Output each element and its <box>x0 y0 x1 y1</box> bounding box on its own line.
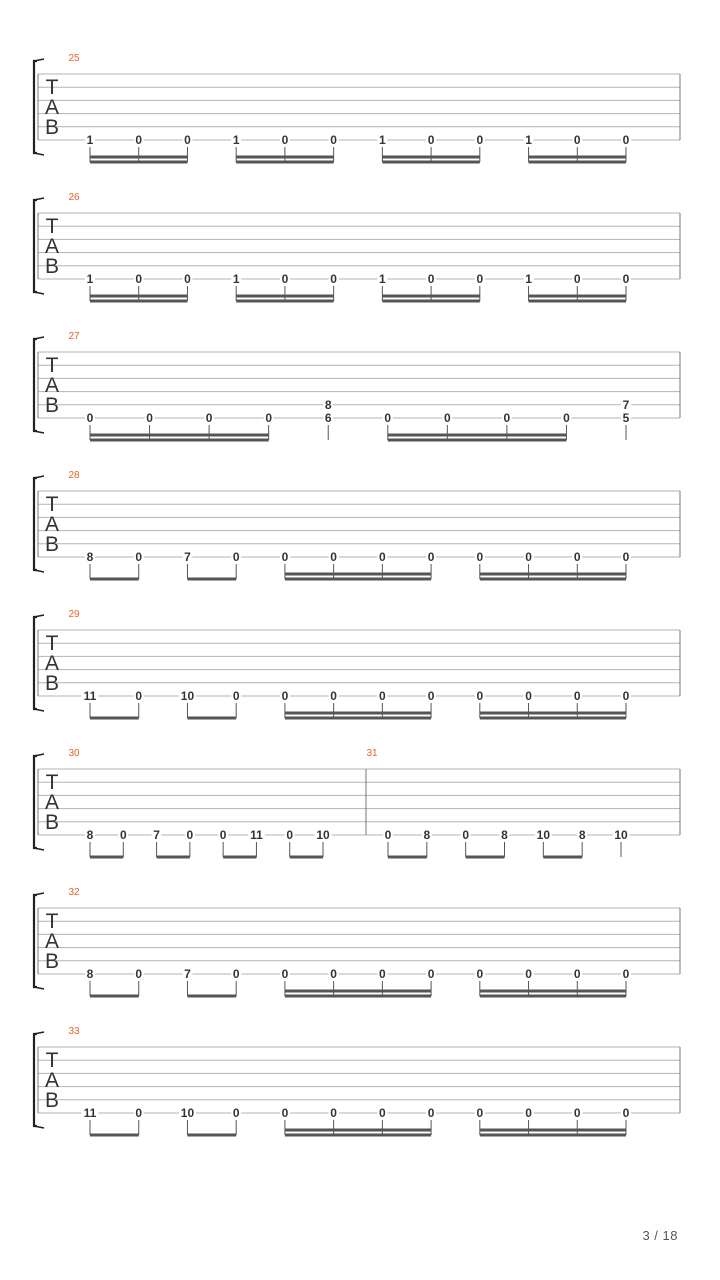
bracket-top-hook <box>34 59 44 61</box>
fret-number[interactable]: 0 <box>232 1106 240 1120</box>
note-beam <box>236 161 333 164</box>
bracket-bottom-hook <box>34 570 44 572</box>
tab-clef-letter: T <box>45 1049 59 1072</box>
note-beam <box>543 856 582 859</box>
fret-number[interactable]: 0 <box>476 1106 484 1120</box>
tab-system <box>34 53 680 164</box>
fret-number[interactable]: 8 <box>86 967 94 981</box>
note-beam <box>90 1134 139 1137</box>
fret-number[interactable]: 0 <box>281 133 289 147</box>
note-beam <box>480 717 626 720</box>
system-bracket <box>34 478 37 570</box>
note-beam <box>388 856 427 859</box>
note-beam <box>285 573 431 576</box>
fret-number[interactable]: 0 <box>119 828 127 842</box>
tab-clef-letter: B <box>44 255 60 278</box>
tab-clef-letter: A <box>44 374 60 397</box>
fret-number[interactable]: 0 <box>232 550 240 564</box>
tab-clef-letter: B <box>44 533 60 556</box>
bracket-bottom-hook <box>34 153 44 155</box>
fret-number[interactable]: 0 <box>443 411 451 425</box>
measure-number: 26 <box>68 192 80 203</box>
system-bracket <box>34 200 37 292</box>
fret-number[interactable]: 0 <box>281 967 289 981</box>
fret-number[interactable]: 7 <box>622 397 630 412</box>
fret-number[interactable]: 7 <box>153 828 160 842</box>
fret-number[interactable]: 0 <box>379 689 386 703</box>
fret-number[interactable]: 0 <box>135 272 143 286</box>
tab-clef-letter: A <box>44 930 60 953</box>
note-beam <box>529 295 626 298</box>
fret-number[interactable]: 11 <box>83 1106 97 1120</box>
fret-number[interactable]: 0 <box>330 550 337 564</box>
tab-clef-letter: T <box>45 771 59 794</box>
system-bracket <box>34 1034 37 1126</box>
fret-number[interactable]: 0 <box>476 272 484 286</box>
tab-clef-letter: T <box>45 632 59 655</box>
fret-number[interactable]: 0 <box>86 411 94 425</box>
bracket-top-hook <box>34 893 44 895</box>
fret-number[interactable]: 0 <box>563 411 570 425</box>
fret-number[interactable]: 8 <box>86 550 94 564</box>
note-beam <box>90 439 269 442</box>
note-beam <box>480 712 626 715</box>
fret-number[interactable]: 0 <box>281 272 289 286</box>
fret-number[interactable]: 0 <box>379 550 386 564</box>
note-beam <box>187 578 236 581</box>
tab-clef-letter: T <box>45 76 59 99</box>
fret-number[interactable]: 0 <box>476 133 484 147</box>
system-bracket <box>34 895 37 987</box>
note-beam <box>90 300 187 303</box>
note-beam <box>157 856 190 859</box>
note-beam <box>290 856 323 859</box>
fret-number[interactable]: 8 <box>324 397 332 412</box>
fret-number[interactable]: 0 <box>525 967 532 981</box>
measure-number: 28 <box>68 470 80 481</box>
note-beam <box>236 300 333 303</box>
fret-number[interactable]: 0 <box>622 272 630 286</box>
note-beam <box>480 990 626 993</box>
note-beam <box>187 995 236 998</box>
fret-number[interactable]: 0 <box>184 133 191 147</box>
note-beam <box>90 717 139 720</box>
fret-number[interactable]: 10 <box>536 828 551 842</box>
fret-number[interactable]: 0 <box>622 967 630 981</box>
note-beam <box>285 717 431 720</box>
tab-clef-letter: T <box>45 215 59 238</box>
fret-number[interactable]: 1 <box>86 272 94 286</box>
note-beam <box>480 578 626 581</box>
note-beam <box>466 856 505 859</box>
fret-number[interactable]: 0 <box>281 550 289 564</box>
fret-number[interactable]: 0 <box>135 1106 143 1120</box>
bracket-bottom-hook <box>34 709 44 711</box>
note-beam <box>236 295 333 298</box>
fret-number[interactable]: 8 <box>86 828 94 842</box>
fret-number[interactable]: 0 <box>232 967 240 981</box>
fret-number[interactable]: 0 <box>427 967 435 981</box>
fret-number[interactable]: 1 <box>525 133 532 147</box>
note-beam <box>90 995 139 998</box>
note-beam <box>382 161 479 164</box>
measure-number: 31 <box>366 748 378 759</box>
tab-system <box>34 470 680 581</box>
fret-number[interactable]: 0 <box>622 550 630 564</box>
fret-number[interactable]: 0 <box>146 411 153 425</box>
fret-number[interactable]: 11 <box>250 828 263 842</box>
fret-number[interactable]: 0 <box>186 828 194 842</box>
note-beam <box>90 295 187 298</box>
note-beam <box>236 156 333 159</box>
tab-clef-letter: T <box>45 493 59 516</box>
fret-number[interactable]: 0 <box>622 689 630 703</box>
measure-number: 27 <box>68 331 80 342</box>
fret-number[interactable]: 0 <box>525 689 532 703</box>
note-beam <box>529 161 626 164</box>
tab-system <box>34 748 680 859</box>
fret-number[interactable]: 0 <box>573 133 581 147</box>
fret-number[interactable]: 0 <box>573 967 581 981</box>
fret-number[interactable]: 8 <box>423 828 431 842</box>
tab-system <box>34 1026 680 1137</box>
bracket-top-hook <box>34 476 44 478</box>
fret-number[interactable]: 1 <box>86 133 94 147</box>
note-beam <box>285 1134 431 1137</box>
fret-number[interactable]: 0 <box>384 828 392 842</box>
note-beam <box>388 439 567 442</box>
fret-number[interactable]: 0 <box>232 689 240 703</box>
fret-number[interactable]: 0 <box>205 411 213 425</box>
measure-number: 32 <box>68 887 80 898</box>
fret-number[interactable]: 0 <box>219 828 227 842</box>
fret-number[interactable]: 0 <box>427 689 435 703</box>
fret-number[interactable]: 0 <box>622 133 630 147</box>
fret-number[interactable]: 7 <box>184 550 191 564</box>
note-beam <box>90 434 269 437</box>
fret-number[interactable]: 0 <box>330 133 337 147</box>
bracket-bottom-hook <box>34 292 44 294</box>
note-beam <box>187 717 236 720</box>
note-beam <box>382 295 479 298</box>
fret-number[interactable]: 0 <box>281 689 289 703</box>
note-beam <box>285 578 431 581</box>
note-beam <box>480 1129 626 1132</box>
fret-number[interactable]: 0 <box>265 411 273 425</box>
note-beam <box>90 161 187 164</box>
bracket-top-hook <box>34 337 44 339</box>
tab-clef-letter: A <box>44 513 60 536</box>
fret-number[interactable]: 0 <box>503 411 511 425</box>
note-beam <box>480 1134 626 1137</box>
bracket-top-hook <box>34 615 44 617</box>
fret-number[interactable]: 8 <box>578 828 586 842</box>
page-number: 3 / 18 <box>642 1228 678 1243</box>
fret-number[interactable]: 0 <box>281 1106 289 1120</box>
fret-number[interactable]: 0 <box>330 272 337 286</box>
tab-clef-letter: T <box>45 910 59 933</box>
fret-number[interactable]: 0 <box>135 550 143 564</box>
system-bracket <box>34 61 37 153</box>
fret-number[interactable]: 0 <box>135 967 143 981</box>
fret-number[interactable]: 1 <box>232 272 240 286</box>
fret-number[interactable]: 8 <box>501 828 508 842</box>
note-beam <box>480 995 626 998</box>
bracket-top-hook <box>34 754 44 756</box>
fret-number[interactable]: 0 <box>330 967 337 981</box>
note-beam <box>480 573 626 576</box>
fret-number[interactable]: 0 <box>379 1106 386 1120</box>
tab-clef-letter: A <box>44 96 60 119</box>
fret-number[interactable]: 0 <box>525 1106 532 1120</box>
note-beam <box>388 434 567 437</box>
fret-number[interactable]: 0 <box>330 689 337 703</box>
fret-number[interactable]: 0 <box>135 689 143 703</box>
bracket-top-hook <box>34 198 44 200</box>
note-beam <box>529 300 626 303</box>
fret-number[interactable]: 0 <box>427 1106 435 1120</box>
tab-clef-letter: A <box>44 1069 60 1092</box>
fret-number[interactable]: 0 <box>462 828 470 842</box>
fret-number[interactable]: 0 <box>573 550 581 564</box>
bracket-bottom-hook <box>34 987 44 989</box>
tab-clef-letter: B <box>44 394 60 417</box>
tab-clef-letter: A <box>44 652 60 675</box>
measure-number: 33 <box>68 1026 80 1037</box>
fret-number[interactable]: 10 <box>316 828 330 842</box>
fret-number[interactable]: 0 <box>573 689 581 703</box>
fret-number[interactable]: 0 <box>184 272 191 286</box>
fret-number[interactable]: 0 <box>427 272 435 286</box>
system-bracket <box>34 617 37 709</box>
fret-number[interactable]: 0 <box>286 828 294 842</box>
fret-number[interactable]: 1 <box>525 272 532 286</box>
fret-number[interactable]: 0 <box>135 133 143 147</box>
note-beam <box>187 1134 236 1137</box>
tab-clef-letter: B <box>44 1089 60 1112</box>
fret-number[interactable]: 0 <box>330 1106 337 1120</box>
fret-number[interactable]: 0 <box>379 967 386 981</box>
fret-number[interactable]: 11 <box>83 689 97 703</box>
fret-number[interactable]: 0 <box>427 133 435 147</box>
fret-number[interactable]: 0 <box>573 1106 581 1120</box>
fret-number[interactable]: 10 <box>614 828 628 842</box>
note-beam <box>382 300 479 303</box>
fret-number[interactable]: 0 <box>476 550 484 564</box>
fret-number[interactable]: 5 <box>622 411 630 425</box>
fret-number[interactable]: 0 <box>476 689 484 703</box>
measure-number: 30 <box>68 748 80 759</box>
fret-number[interactable]: 1 <box>379 133 386 147</box>
tab-clef-letter: A <box>44 791 60 814</box>
measure-number: 29 <box>68 609 80 620</box>
note-beam <box>223 856 256 859</box>
tab-system <box>34 192 680 303</box>
tab-system <box>34 609 680 720</box>
fret-number[interactable]: 6 <box>324 411 332 425</box>
tab-clef-letter: B <box>44 811 60 834</box>
note-beam <box>285 995 431 998</box>
tab-clef-letter: T <box>45 354 59 377</box>
fret-number[interactable]: 0 <box>427 550 435 564</box>
measure-number: 25 <box>68 53 80 64</box>
fret-number[interactable]: 10 <box>180 689 195 703</box>
note-beam <box>529 156 626 159</box>
tab-clef-letter: B <box>44 950 60 973</box>
tab-system <box>34 887 680 998</box>
fret-number[interactable]: 0 <box>384 411 392 425</box>
fret-number[interactable]: 7 <box>184 967 191 981</box>
fret-number[interactable]: 1 <box>379 272 386 286</box>
bracket-bottom-hook <box>34 848 44 850</box>
note-beam <box>285 990 431 993</box>
note-beam <box>90 578 139 581</box>
tab-clef-letter: A <box>44 235 60 258</box>
fret-number[interactable]: 0 <box>476 967 484 981</box>
bracket-bottom-hook <box>34 431 44 433</box>
note-beam <box>285 1129 431 1132</box>
tab-system <box>34 331 680 442</box>
tab-clef-letter: B <box>44 116 60 139</box>
bracket-top-hook <box>34 1032 44 1034</box>
system-bracket <box>34 756 37 848</box>
fret-number[interactable]: 1 <box>232 133 240 147</box>
system-bracket <box>34 339 37 431</box>
bracket-bottom-hook <box>34 1126 44 1128</box>
note-beam <box>382 156 479 159</box>
fret-number[interactable]: 0 <box>622 1106 630 1120</box>
fret-number[interactable]: 0 <box>525 550 532 564</box>
tab-clef-letter: B <box>44 672 60 695</box>
fret-number[interactable]: 0 <box>573 272 581 286</box>
note-beam <box>285 712 431 715</box>
note-beam <box>90 156 187 159</box>
note-beam <box>90 856 123 859</box>
fret-number[interactable]: 10 <box>180 1106 195 1120</box>
